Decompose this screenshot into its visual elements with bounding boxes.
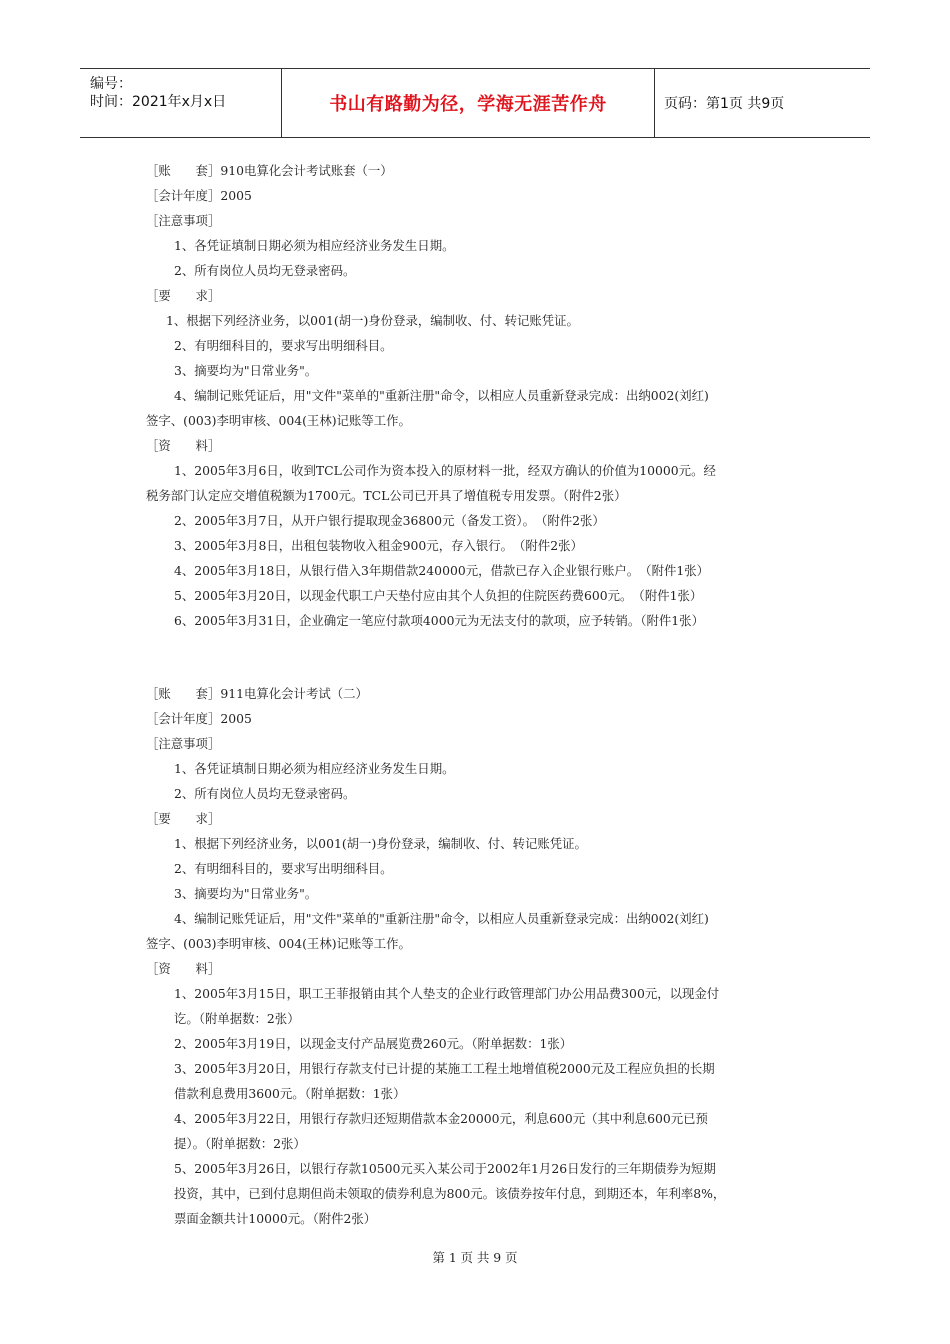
text-line: ［会计年度］2005: [146, 711, 252, 726]
text-line: 2、所有岗位人员均无登录密码。: [174, 263, 356, 278]
text-line: 4、编制记账凭证后，用"文件"菜单的"重新注册"命令，以相应人员重新登录完成：出纳002(刘红): [174, 911, 709, 926]
text-line: 2、2005年3月19日，以现金支付产品展览费260元。（附单据数：1张）: [174, 1036, 573, 1051]
text-line: ［注意事项］: [146, 736, 221, 751]
text-line: 3、2005年3月20日，用银行存款支付已计提的某施工工程土地增值税2000元及工程应负担的长期: [174, 1061, 715, 1076]
text-line: 1、各凭证填制日期必须为相应经济业务发生日期。: [174, 761, 455, 776]
text-line: 5、2005年3月26日，以银行存款10500元买入某公司于2002年1月26日发行的三年期债券为短期: [174, 1161, 716, 1176]
text-line: 4、编制记账凭证后，用"文件"菜单的"重新注册"命令，以相应人员重新登录完成：出纳002(刘红): [174, 388, 709, 403]
page-footer: 第 1 页 共 9 页: [432, 1250, 518, 1265]
doc-number-label: 编号：: [90, 76, 132, 92]
text-line: 提）。（附单据数：2张）: [174, 1136, 306, 1151]
text-line: ［资 料］: [146, 961, 221, 976]
text-line: 1、各凭证填制日期必须为相应经济业务发生日期。: [174, 238, 455, 253]
header-right-cell: [664, 69, 870, 137]
text-line: 投资，其中，已到付息期但尚未领取的债券利息为800元。该债券按年付息，到期还本，年利率8%，: [174, 1186, 726, 1201]
text-line: ［会计年度］2005: [146, 188, 252, 203]
text-line: 6、2005年3月31日，企业确定一笔应付款项4000元为无法支付的款项，应予转销。（附件1张）: [174, 613, 704, 628]
header-left-cell: [80, 69, 280, 137]
header-motto: 书山有路勤为径，学海无涯苦作舟: [329, 94, 607, 115]
text-line: 2、有明细科目的，要求写出明细科目。: [174, 338, 393, 353]
text-line: 3、摘要均为"日常业务"。: [174, 886, 318, 901]
text-line: 1、2005年3月6日，收到TCL公司作为资本投入的原材料一批，经双方确认的价值为10000元。经: [174, 463, 716, 478]
text-line: 1、根据下列经济业务，以001(胡一)身份登录，编制收、付、转记账凭证。: [174, 836, 587, 851]
text-line: 2、有明细科目的，要求写出明细科目。: [174, 861, 393, 876]
text-line: 票面金额共计10000元。（附件2张）: [174, 1211, 377, 1226]
text-line: 签字、(003)李明审核、004(王林)记账等工作。: [146, 936, 411, 951]
text-line: 2、2005年3月7日，从开户银行提取现金36800元（备发工资）。 （附件2张）: [174, 513, 605, 528]
text-line: 5、2005年3月20日，以现金代职工户天垫付应由其个人负担的住院医药费600元。 （附件1张）: [174, 588, 703, 603]
header-motto-cell: [281, 69, 655, 137]
text-line: 讫。（附单据数：2张）: [174, 1011, 300, 1026]
text-line: 3、摘要均为"日常业务"。: [174, 363, 318, 378]
text-line: ［资 料］: [146, 438, 221, 453]
text-line: 签字、(003)李明审核、004(王林)记账等工作。: [146, 413, 411, 428]
text-line: ［账 套］910电算化会计考试账套（一）: [146, 163, 393, 178]
text-line: ［要 求］: [146, 811, 221, 826]
text-line: 4、2005年3月18日，从银行借入3年期借款240000元，借款已存入企业银行账户。 （附件1张）: [174, 563, 710, 578]
header-page-info: 页码：第1页 共9页: [664, 96, 785, 112]
text-line: 4、2005年3月22日，用银行存款归还短期借款本金20000元，利息600元（其中利息600元已预: [174, 1111, 708, 1126]
text-line: ［要 求］: [146, 288, 221, 303]
text-line: ［账 套］911电算化会计考试（二）: [146, 686, 368, 701]
text-line: 3、2005年3月8日，出租包装物收入租金900元，存入银行。 （附件2张）: [174, 538, 583, 553]
text-line: 税务部门认定应交增值税额为1700元。TCL公司已开具了增值税专用发票。（附件2张）: [146, 488, 627, 503]
text-line: 2、所有岗位人员均无登录密码。: [174, 786, 356, 801]
text-line: 1、2005年3月15日，职工王菲报销由其个人垫支的企业行政管理部门办公用品费300元，以现金付: [174, 986, 720, 1001]
text-line: 1、根据下列经济业务，以001(胡一)身份登录，编制收、付、转记账凭证。: [166, 313, 579, 328]
text-line: 借款利息费用3600元。（附单据数：1张）: [174, 1086, 406, 1101]
doc-date-label: 时间：2021年x月x日: [90, 94, 227, 110]
page-header: [80, 68, 870, 138]
text-line: ［注意事项］: [146, 213, 221, 228]
